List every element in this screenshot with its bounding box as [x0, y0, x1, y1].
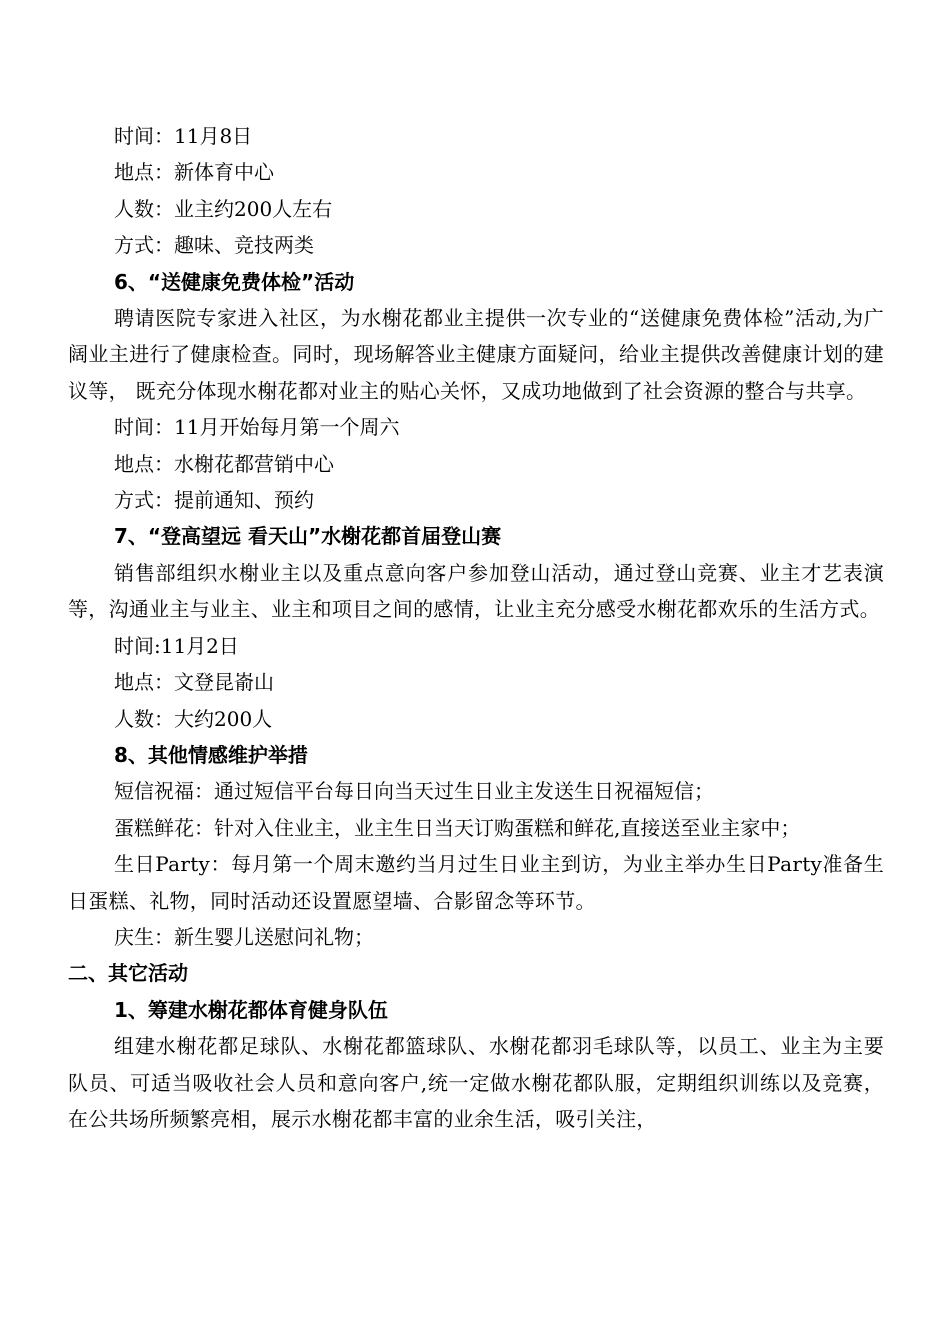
- section-7-heading: 7、“登高望远 看天山”水榭花都首届登山赛: [114, 524, 502, 549]
- event-place: 地点：新体育中心: [114, 160, 274, 185]
- section-7-place: 地点：文登昆嵛山: [114, 670, 274, 695]
- part-2-sub-1-heading: 1、筹建水榭花都体育健身队伍: [114, 997, 388, 1022]
- document-body: [68, 118, 884, 1137]
- section-7-people: 人数：大约200人: [114, 706, 273, 731]
- section-6-mode: 方式：提前通知、预约: [114, 488, 314, 513]
- section-6-heading: 6、“送健康免费体检”活动: [114, 269, 355, 294]
- section-8-heading: 8、其他情感维护举措: [114, 742, 308, 767]
- section-8-sms: 短信祝福：通过短信平台每日向当天过生日业主发送生日祝福短信；: [114, 779, 714, 804]
- part-2-paragraph: 组建水榭花都足球队、水榭花都篮球队、水榭花都羽毛球队等，以员工、业主为主要队员、可适当吸收社会人员和意向客户,统一定做水榭花都队服，定期组织训练以及竞赛，在公共场所频繁亮相，展示水榭花都丰富的业余生活，吸引关注，: [68, 1034, 884, 1131]
- section-6-place: 地点：水榭花都营销中心: [114, 451, 334, 476]
- event-mode: 方式：趣味、竞技两类: [114, 233, 314, 258]
- part-2-heading: 二、其它活动: [68, 961, 188, 986]
- section-8-baby: 庆生：新生婴儿送慰问礼物；: [114, 924, 374, 949]
- event-people: 人数：业主约200人左右: [114, 196, 333, 221]
- section-8-cake: 蛋糕鲜花：针对入住业主，业主生日当天订购蛋糕和鲜花,直接送至业主家中；: [114, 815, 801, 840]
- section-7-paragraph: 销售部组织水榭业主以及重点意向客户参加登山活动，通过登山竞赛、业主才艺表演等，沟通业主与业主、业主和项目之间的感情，让业主充分感受水榭花都欢乐的生活方式。: [68, 560, 884, 622]
- section-7-time: 时间:11月2日: [114, 633, 239, 658]
- event-time: 时间：11月8日: [114, 124, 253, 148]
- section-6-paragraph: 聘请医院专家进入社区，为水榭花都业主提供一次专业的“送健康免费体检”活动,为广阔业主进行了健康检查。同时，现场解答业主健康方面疑问，给业主提供改善健康计划的建议等， 既充分体现水榭花都对业主的贴心关怀，又成功地做到了社会资源的整合与共享。: [68, 306, 884, 403]
- section-8-party: 生日Party：每月第一个周末邀约当月过生日业主到访，为业主举办生日Party准备生日蛋糕、礼物，同时活动还设置愿望墙、合影留念等环节。: [68, 852, 884, 913]
- section-6-time: 时间：11月开始每月第一个周六: [114, 415, 400, 440]
